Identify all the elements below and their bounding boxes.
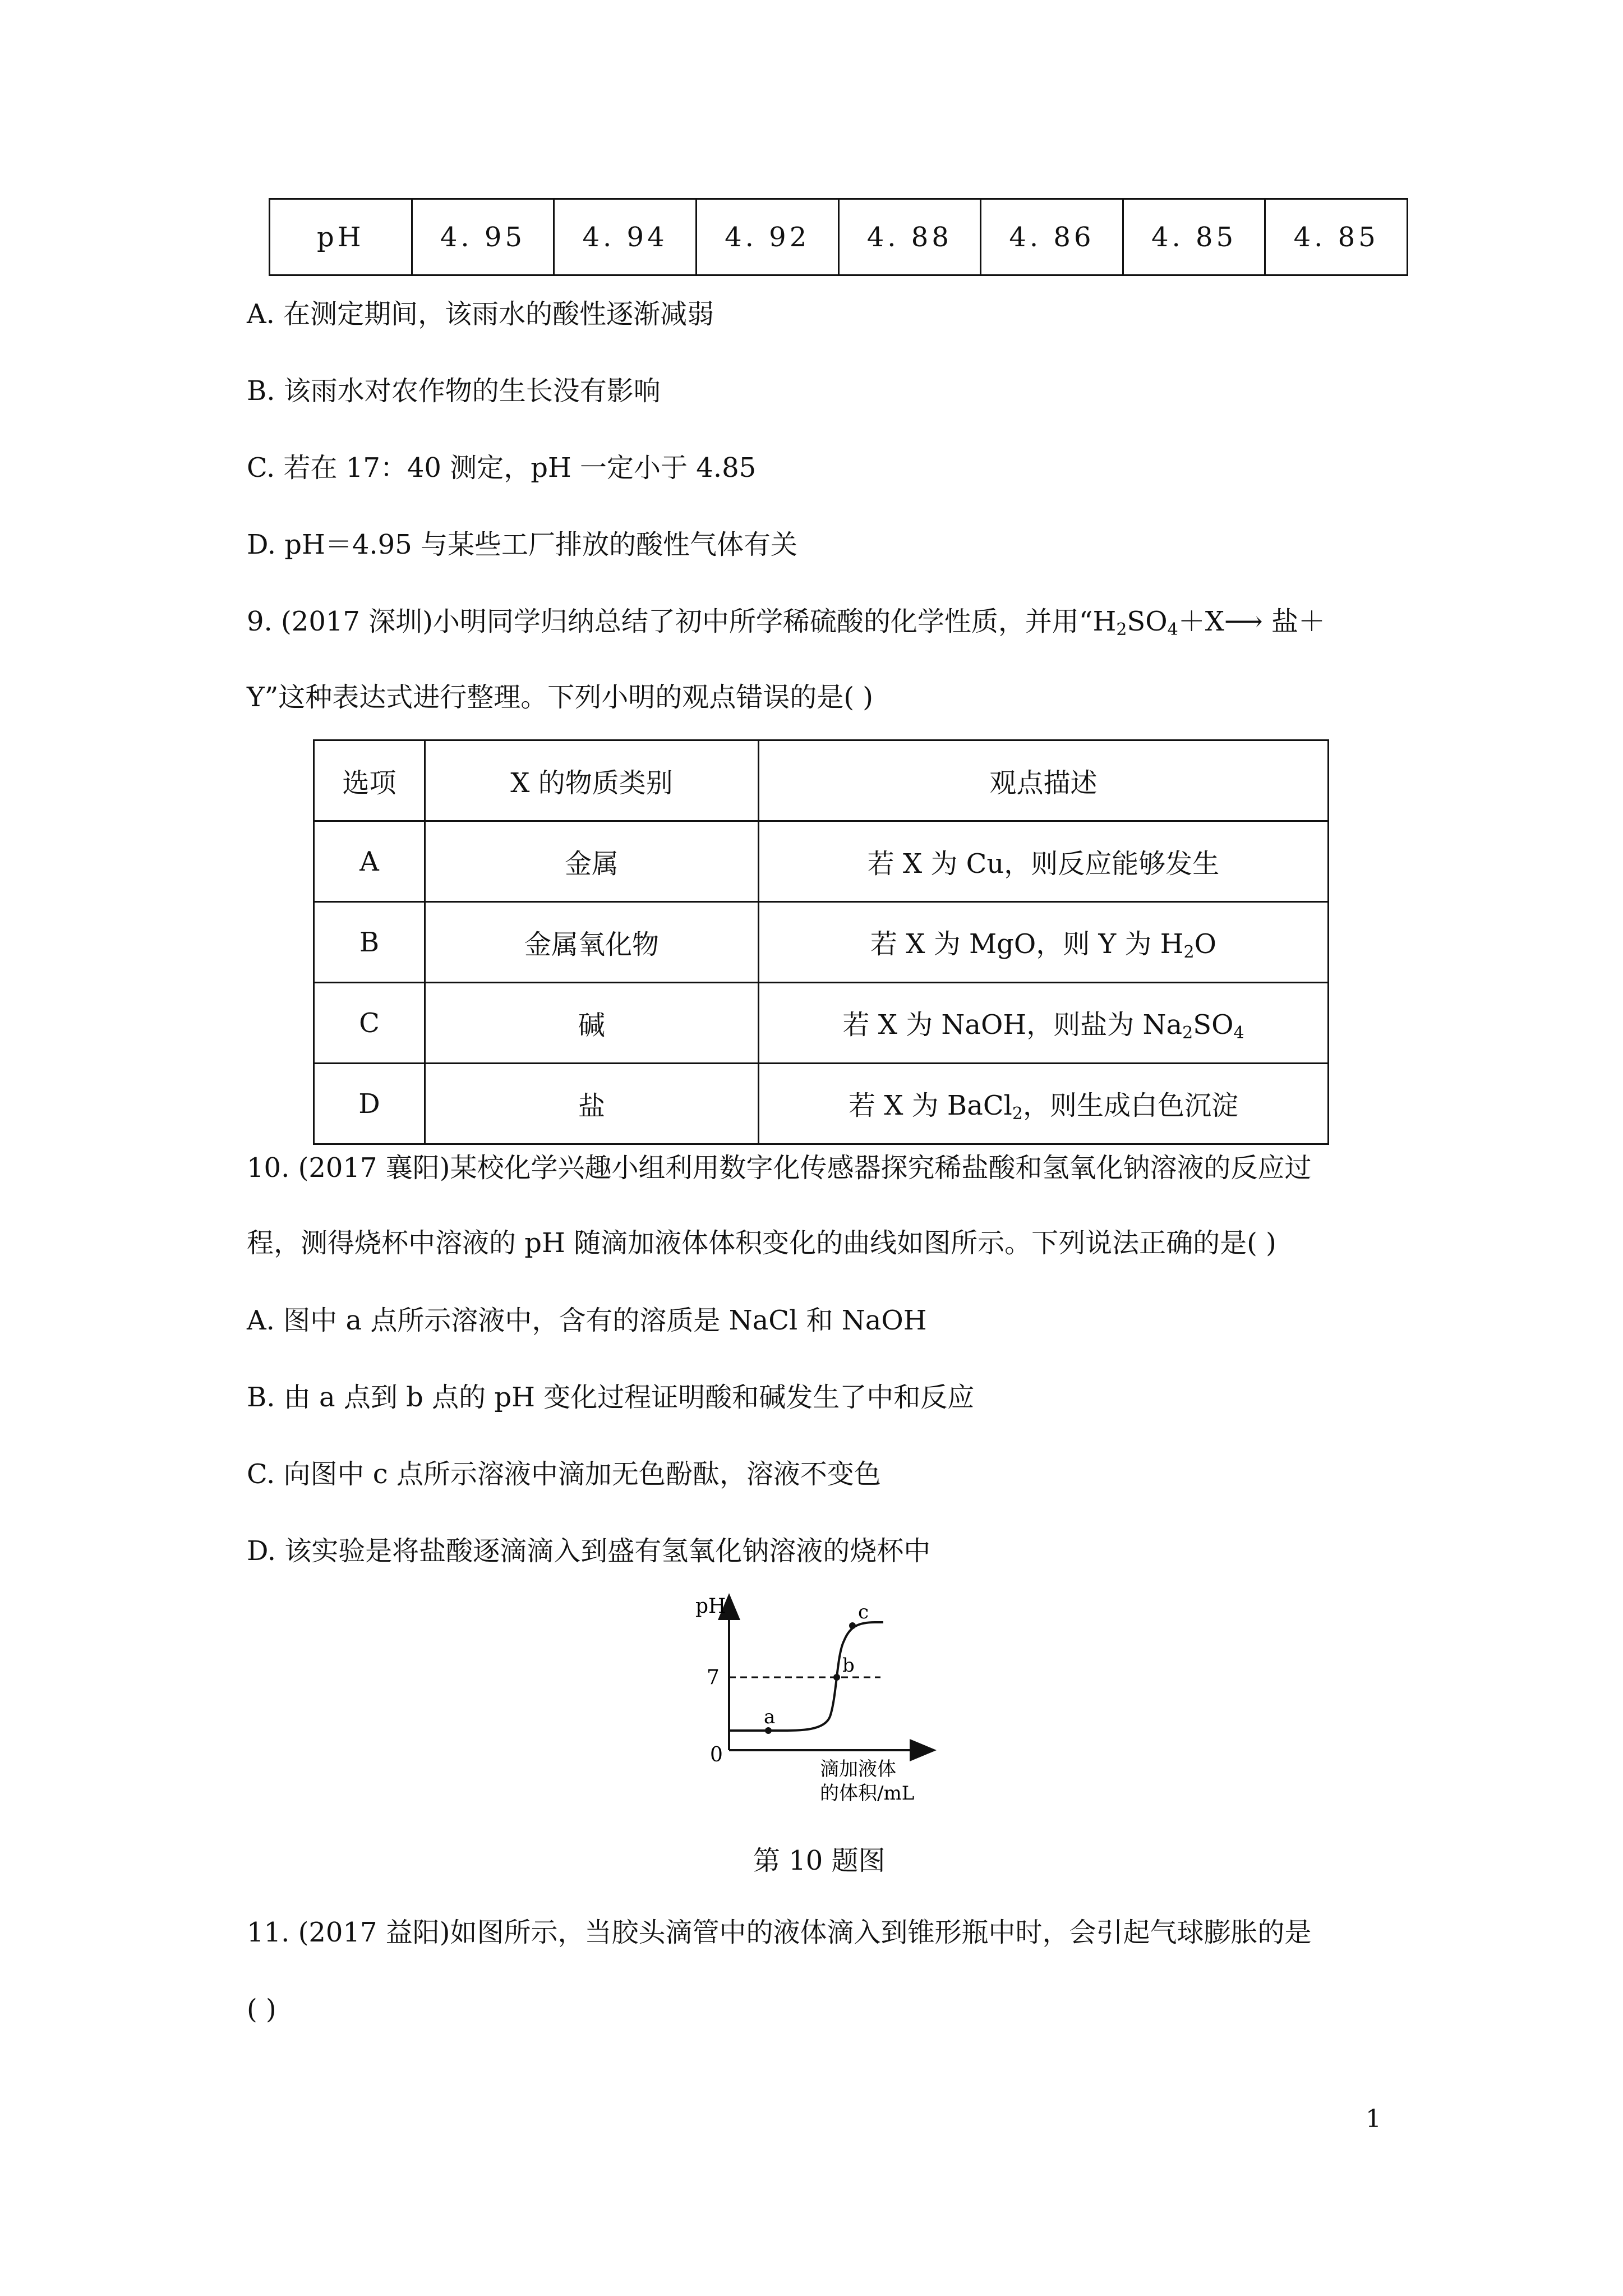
table-header: 选项 — [314, 740, 425, 821]
category-cell: 盐 — [425, 1064, 759, 1144]
table-row — [314, 902, 1329, 983]
point-c-label: c — [858, 1601, 869, 1623]
q8-option-c: C. 若在 17：40 测定，pH 一定小于 4.85 — [247, 452, 757, 484]
ph-value-cell: 4. 94 — [554, 199, 697, 275]
x-axis-label-line1: 滴加液体 — [820, 1758, 896, 1780]
ph-data-table — [269, 198, 1408, 276]
option-cell: C — [314, 983, 425, 1064]
category-cell: 金属 — [425, 821, 759, 902]
table-row — [314, 821, 1329, 902]
option-cell: D — [314, 1064, 425, 1144]
q8-option-d: D. pH＝4.95 与某些工厂排放的酸性气体有关 — [247, 529, 798, 560]
ph-label-cell: pH — [270, 199, 412, 275]
point-b-marker — [833, 1674, 840, 1681]
q10-option-a: A. 图中 a 点所示溶液中，含有的溶质是 NaCl 和 NaOH — [247, 1305, 927, 1336]
table-header: X 的物质类别 — [425, 740, 759, 821]
ph-value-cell: 4. 92 — [696, 199, 838, 275]
q8-option-b: B. 该雨水对农作物的生长没有影响 — [247, 375, 661, 407]
q10-stem-line1: 10. (2017 襄阳)某校化学兴趣小组利用数字化传感器探究稀盐酸和氢氧化钠溶液的反应过 — [247, 1152, 1312, 1184]
origin-label: 0 — [710, 1743, 723, 1766]
option-cell: B — [314, 902, 425, 983]
q9-stem-line2: Y”这种表达式进行整理。下列小明的观点错误的是( ) — [247, 682, 873, 713]
table-header-row — [314, 740, 1329, 821]
q11-stem-line1: 11. (2017 益阳)如图所示，当胶头滴管中的液体滴入到锥形瓶中时，会引起气球膨胀的是 — [247, 1917, 1312, 1948]
ph-value-cell: 4. 86 — [981, 199, 1123, 275]
description-cell: 若 X 为 MgO，则 Y 为 $H_2O$ — [759, 902, 1329, 983]
ph-value-cell: 4. 85 — [1123, 199, 1265, 275]
table-header: 观点描述 — [759, 740, 1329, 821]
option-cell: A — [314, 821, 425, 902]
category-cell: 碱 — [425, 983, 759, 1064]
ph-value-cell: 4. 88 — [838, 199, 981, 275]
y-tick-7: 7 — [707, 1666, 720, 1689]
description-cell: 若 X 为 Cu，则反应能够发生 — [759, 821, 1329, 902]
page-number: 1 — [1366, 2105, 1381, 2133]
description-cell: 若 X 为 NaOH，则盐为 $Na_2SO_4$ — [759, 983, 1329, 1064]
q10-stem-line2: 程，测得烧杯中溶液的 pH 随滴加液体体积变化的曲线如图所示。下列说法正确的是( ) — [247, 1227, 1276, 1259]
point-c-marker — [849, 1622, 856, 1629]
point-b-label: b — [842, 1654, 855, 1677]
q10-option-b: B. 由 a 点到 b 点的 pH 变化过程证明酸和碱发生了中和反应 — [247, 1382, 975, 1413]
q8-option-a: A. 在测定期间，该雨水的酸性逐渐减弱 — [247, 298, 714, 330]
q11-stem-line2: ( ) — [247, 1994, 276, 2025]
q9-stem-line1: 9. (2017 深圳)小明同学归纳总结了初中所学稀硫酸的化学性质，并用“$H_2SO_4+X⟶$ 盐＋ — [247, 606, 1325, 639]
table-row — [270, 199, 1408, 275]
description-cell: 若 X 为 BaCl$_2$，则生成白色沉淀 — [759, 1064, 1329, 1144]
q10-option-d: D. 该实验是将盐酸逐滴滴入到盛有氢氧化钠溶液的烧杯中 — [247, 1535, 931, 1567]
q9-options-table — [313, 739, 1329, 1145]
ph-value-cell: 4. 85 — [1265, 199, 1408, 275]
x-axis-label-line2: 的体积/mL — [820, 1782, 915, 1805]
y-axis-label: pH — [695, 1595, 726, 1618]
ph-value-cell: 4. 95 — [412, 199, 554, 275]
table-row — [314, 1064, 1329, 1144]
q10-option-c: C. 向图中 c 点所示溶液中滴加无色酚酞，溶液不变色 — [247, 1458, 881, 1490]
ph-curve-figure — [690, 1593, 959, 1806]
figure-caption: 第 10 题图 — [753, 1845, 886, 1876]
category-cell: 金属氧化物 — [425, 902, 759, 983]
point-a-label: a — [764, 1706, 776, 1728]
table-row — [314, 983, 1329, 1064]
